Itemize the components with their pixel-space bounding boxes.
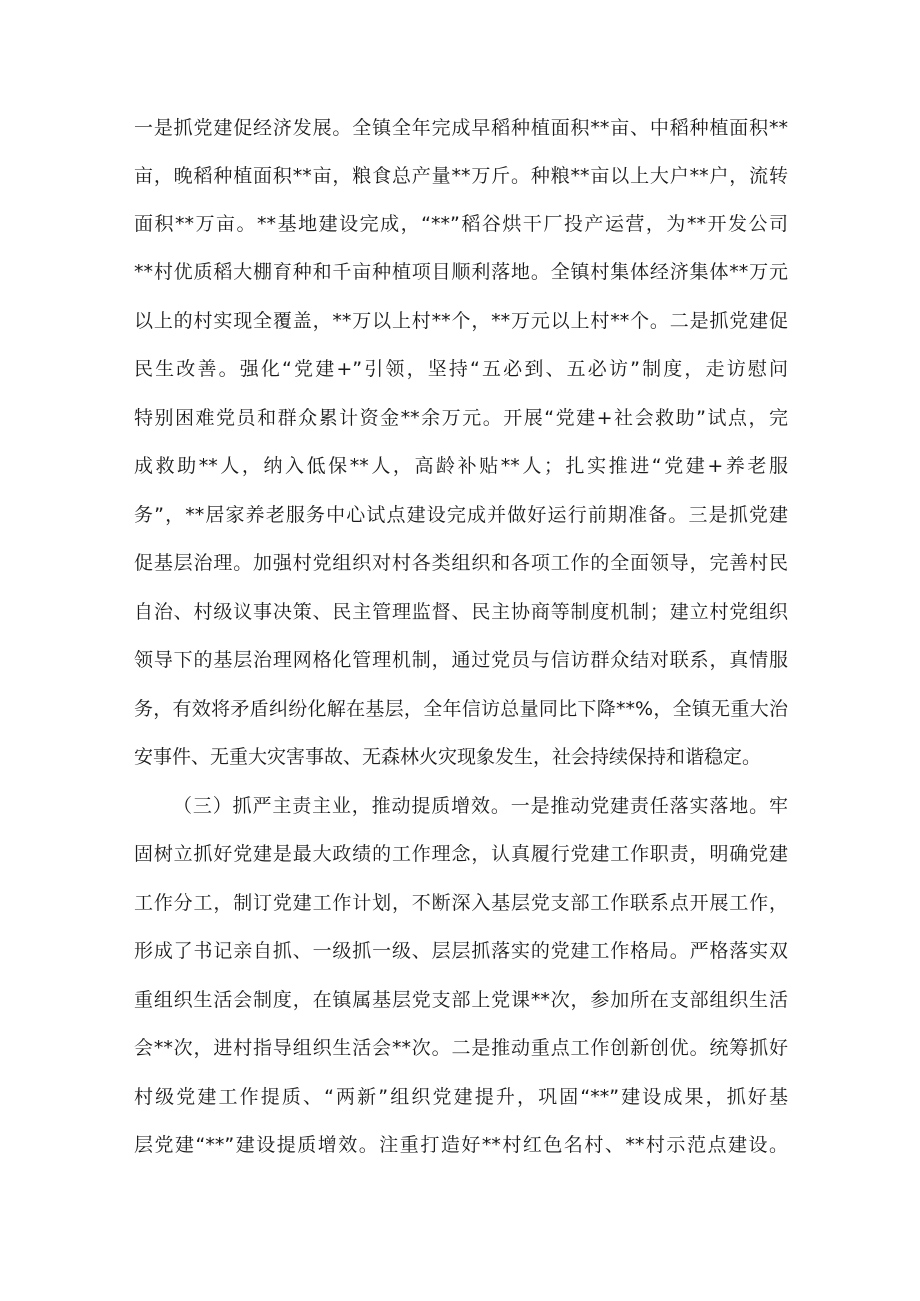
text-line: 形成了书记亲自抓、一级抓一级、层层抓落实的党建工作格局。严格落实双 — [134, 940, 788, 962]
text-line: 安事件、无重大灾害事故、无森林火灾现象发生，社会持续保持和谐稳定。 — [134, 746, 762, 768]
text-line: **村优质稻大棚育种和千亩种植项目顺利落地。全镇村集体经济集体**万元 — [134, 261, 788, 283]
text-line: 民生改善。强化“党建+”引领，坚持“五必到、五必访”制度，走访慰问 — [134, 358, 788, 380]
text-line: 特别困难党员和群众累计资金**余万元。开展“党建+社会救助”试点，完 — [134, 407, 788, 429]
text-line: 重组织生活会制度，在镇属基层党支部上党课**次，参加所在支部组织生活 — [134, 989, 788, 1011]
text-line: 务”，**居家养老服务中心试点建设完成并做好运行前期准备。三是抓党建 — [134, 504, 788, 526]
text-line: 层党建“**”建设提质增效。注重打造好**村红色名村、**村示范点建设。 — [134, 1134, 788, 1156]
text-line: 促基层治理。加强村党组织对村各类组织和各项工作的全面领导，完善村民 — [134, 552, 788, 574]
text-line: 领导下的基层治理网格化管理机制，通过党员与信访群众结对联系，真情服 — [134, 649, 788, 671]
text-line: 会**次，进村指导组织生活会**次。二是推动重点工作创新创优。统筹抓好 — [134, 1037, 788, 1059]
text-line: 固树立抓好党建是最大政绩的工作理念，认真履行党建工作职责，明确党建 — [134, 843, 788, 865]
text-line: 务，有效将矛盾纠纷化解在基层，全年信访总量同比下降**%，全镇无重大治 — [134, 698, 788, 720]
text-line: 以上的村实现全覆盖，**万以上村**个，**万元以上村**个。二是抓党建促 — [134, 310, 788, 332]
text-line: 亩，晚稻种植面积**亩，粮食总产量**万斤。种粮**亩以上大户**户，流转 — [134, 165, 788, 187]
text-line: 自治、村级议事决策、民主管理监督、民主协商等制度机制；建立村党组织 — [134, 601, 788, 623]
text-line: 工作分工，制订党建工作计划，不断深入基层党支部工作联系点开展工作， — [134, 892, 788, 914]
text-line: 一是抓党建促经济发展。全镇全年完成早稻种植面积**亩、中稻种植面积** — [134, 117, 788, 139]
text-line: 村级党建工作提质、“两新”组织党建提升，巩固“**”建设成果，抓好基 — [134, 1086, 788, 1108]
text-line: 成救助**人，纳入低保**人，高龄补贴**人；扎实推进“党建+养老服 — [134, 455, 788, 477]
text-line: 面积**万亩。**基地建设完成，“**”稻谷烘干厂投产运营，为**开发公司 — [134, 213, 788, 235]
text-line: （三）抓严主责主业，推动提质增效。一是推动党建责任落实落地。牢 — [173, 795, 788, 817]
